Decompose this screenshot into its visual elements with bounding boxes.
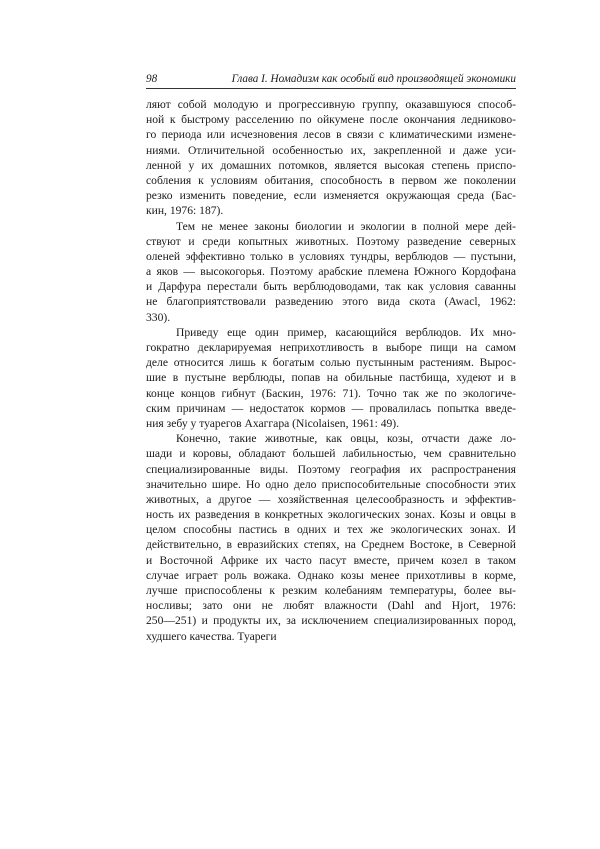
text-line: ским причинам — недостаток кормов — провалилась попытка введе-	[146, 401, 516, 415]
paragraph	[146, 97, 516, 219]
text-line: и Дарфура перестали быть верблюдоводами, так как условия саванны	[146, 280, 516, 294]
text-line: оленей эффективно только в условиях тундры, верблюдов — пустыни,	[146, 249, 516, 263]
text-line: ность их разведения в конкретных экологических зонах. Козы и овцы в	[146, 508, 516, 522]
paragraph	[146, 325, 516, 431]
text-line: значительно шире. Но одно дело приспособительные способности этих	[146, 477, 516, 491]
text-line: ствуют и среди копытных животных. Поэтому разведение северных	[146, 234, 516, 248]
text-line: собления к условиям обитания, способность в первом же поколении	[146, 173, 516, 187]
header-rule	[146, 88, 516, 89]
text-line: гократно декларируемая неприхотливость в выборе пищи на самом	[146, 341, 516, 354]
paragraph	[146, 431, 516, 644]
text-line: деле относится лишь к богатым солью пустынным растениям. Вырос-	[146, 356, 516, 370]
paragraph	[146, 219, 516, 325]
text-line: кин, 1976: 187).	[146, 204, 224, 218]
text-line: специализированные виды. Поэтому география их распространения	[146, 462, 516, 476]
text-line: шие в пустыне верблюды, попав на обильные пастбища, худеют и в	[146, 371, 516, 385]
text-line: ляют собой молодую и прогрессивную группу, оказавшуюся способ-	[146, 98, 516, 111]
text-line: Конечно, такие животные, как овцы, козы, отчасти даже ло-	[176, 432, 516, 446]
body-text	[146, 97, 516, 644]
text-line: животных, а другое — хозяйственная целесообразность и эффектив-	[146, 492, 516, 506]
text-line: а яков — высокогорья. Поэтому арабские племена Южного Кордофана	[146, 265, 516, 279]
text-line: конце концов гибнут (Баскин, 1976: 71). Точно так же по экологиче-	[146, 386, 516, 400]
text-line: Тем не менее законы биологии и экологии в полной мере дей-	[176, 219, 516, 233]
text-line: и Восточной Африке их часто пасут вместе, причем козел в таком	[146, 553, 516, 567]
text-line: действительно, в евразийских степях, на Среднем Востоке, в Северной	[146, 538, 516, 552]
text-line: лучше приспособлены к резким колебаниям температуры, более вы-	[146, 584, 516, 597]
text-line: резко изменить поведение, если изменяется окружающая среда (Бас-	[146, 189, 516, 203]
text-line: 250—251) и продукты их, за исключением специализированных пород,	[146, 614, 516, 628]
chapter-title: Глава I. Номадизм как особый вид производящей экономики	[231, 73, 516, 85]
text-line: не благоприятствовали разведению этого вида скота (Awacl, 1962:	[146, 295, 516, 309]
text-line: ной к быстрому расселению по ойкумене после окончания ледниково-	[146, 113, 516, 127]
text-line: ленной у их домашних потомков, является высокая степень приспо-	[146, 158, 516, 172]
text-line: 330).	[146, 310, 171, 324]
text-line: носливы; зато они не любят влажности (Dahl and Hjort, 1976:	[146, 599, 516, 613]
text-line: го периода или исчезновения лесов в связи с климатическими измене-	[146, 128, 516, 142]
page-number: 98	[146, 73, 158, 85]
text-line: случае играет роль вожака. Однако козы менее прихотливы в корме,	[146, 568, 516, 582]
text-line: шади и коровы, обладают большей лабильностью, чем сравнительно	[146, 447, 516, 461]
text-line: ниями. Отличительной особенностью их, закрепленной и даже уси-	[146, 143, 516, 157]
text-line: Приведу еще один пример, касающийся верблюдов. Их мно-	[176, 325, 516, 339]
text-line: худшего качества. Туареги	[146, 629, 277, 643]
running-header	[146, 71, 516, 87]
text-line: ния зебу у туарегов Ахаггара (Nicolaisen, 1961: 49).	[146, 416, 400, 430]
text-line: целом способны пастись в одних и тех же экологических зонах. И	[146, 523, 516, 537]
